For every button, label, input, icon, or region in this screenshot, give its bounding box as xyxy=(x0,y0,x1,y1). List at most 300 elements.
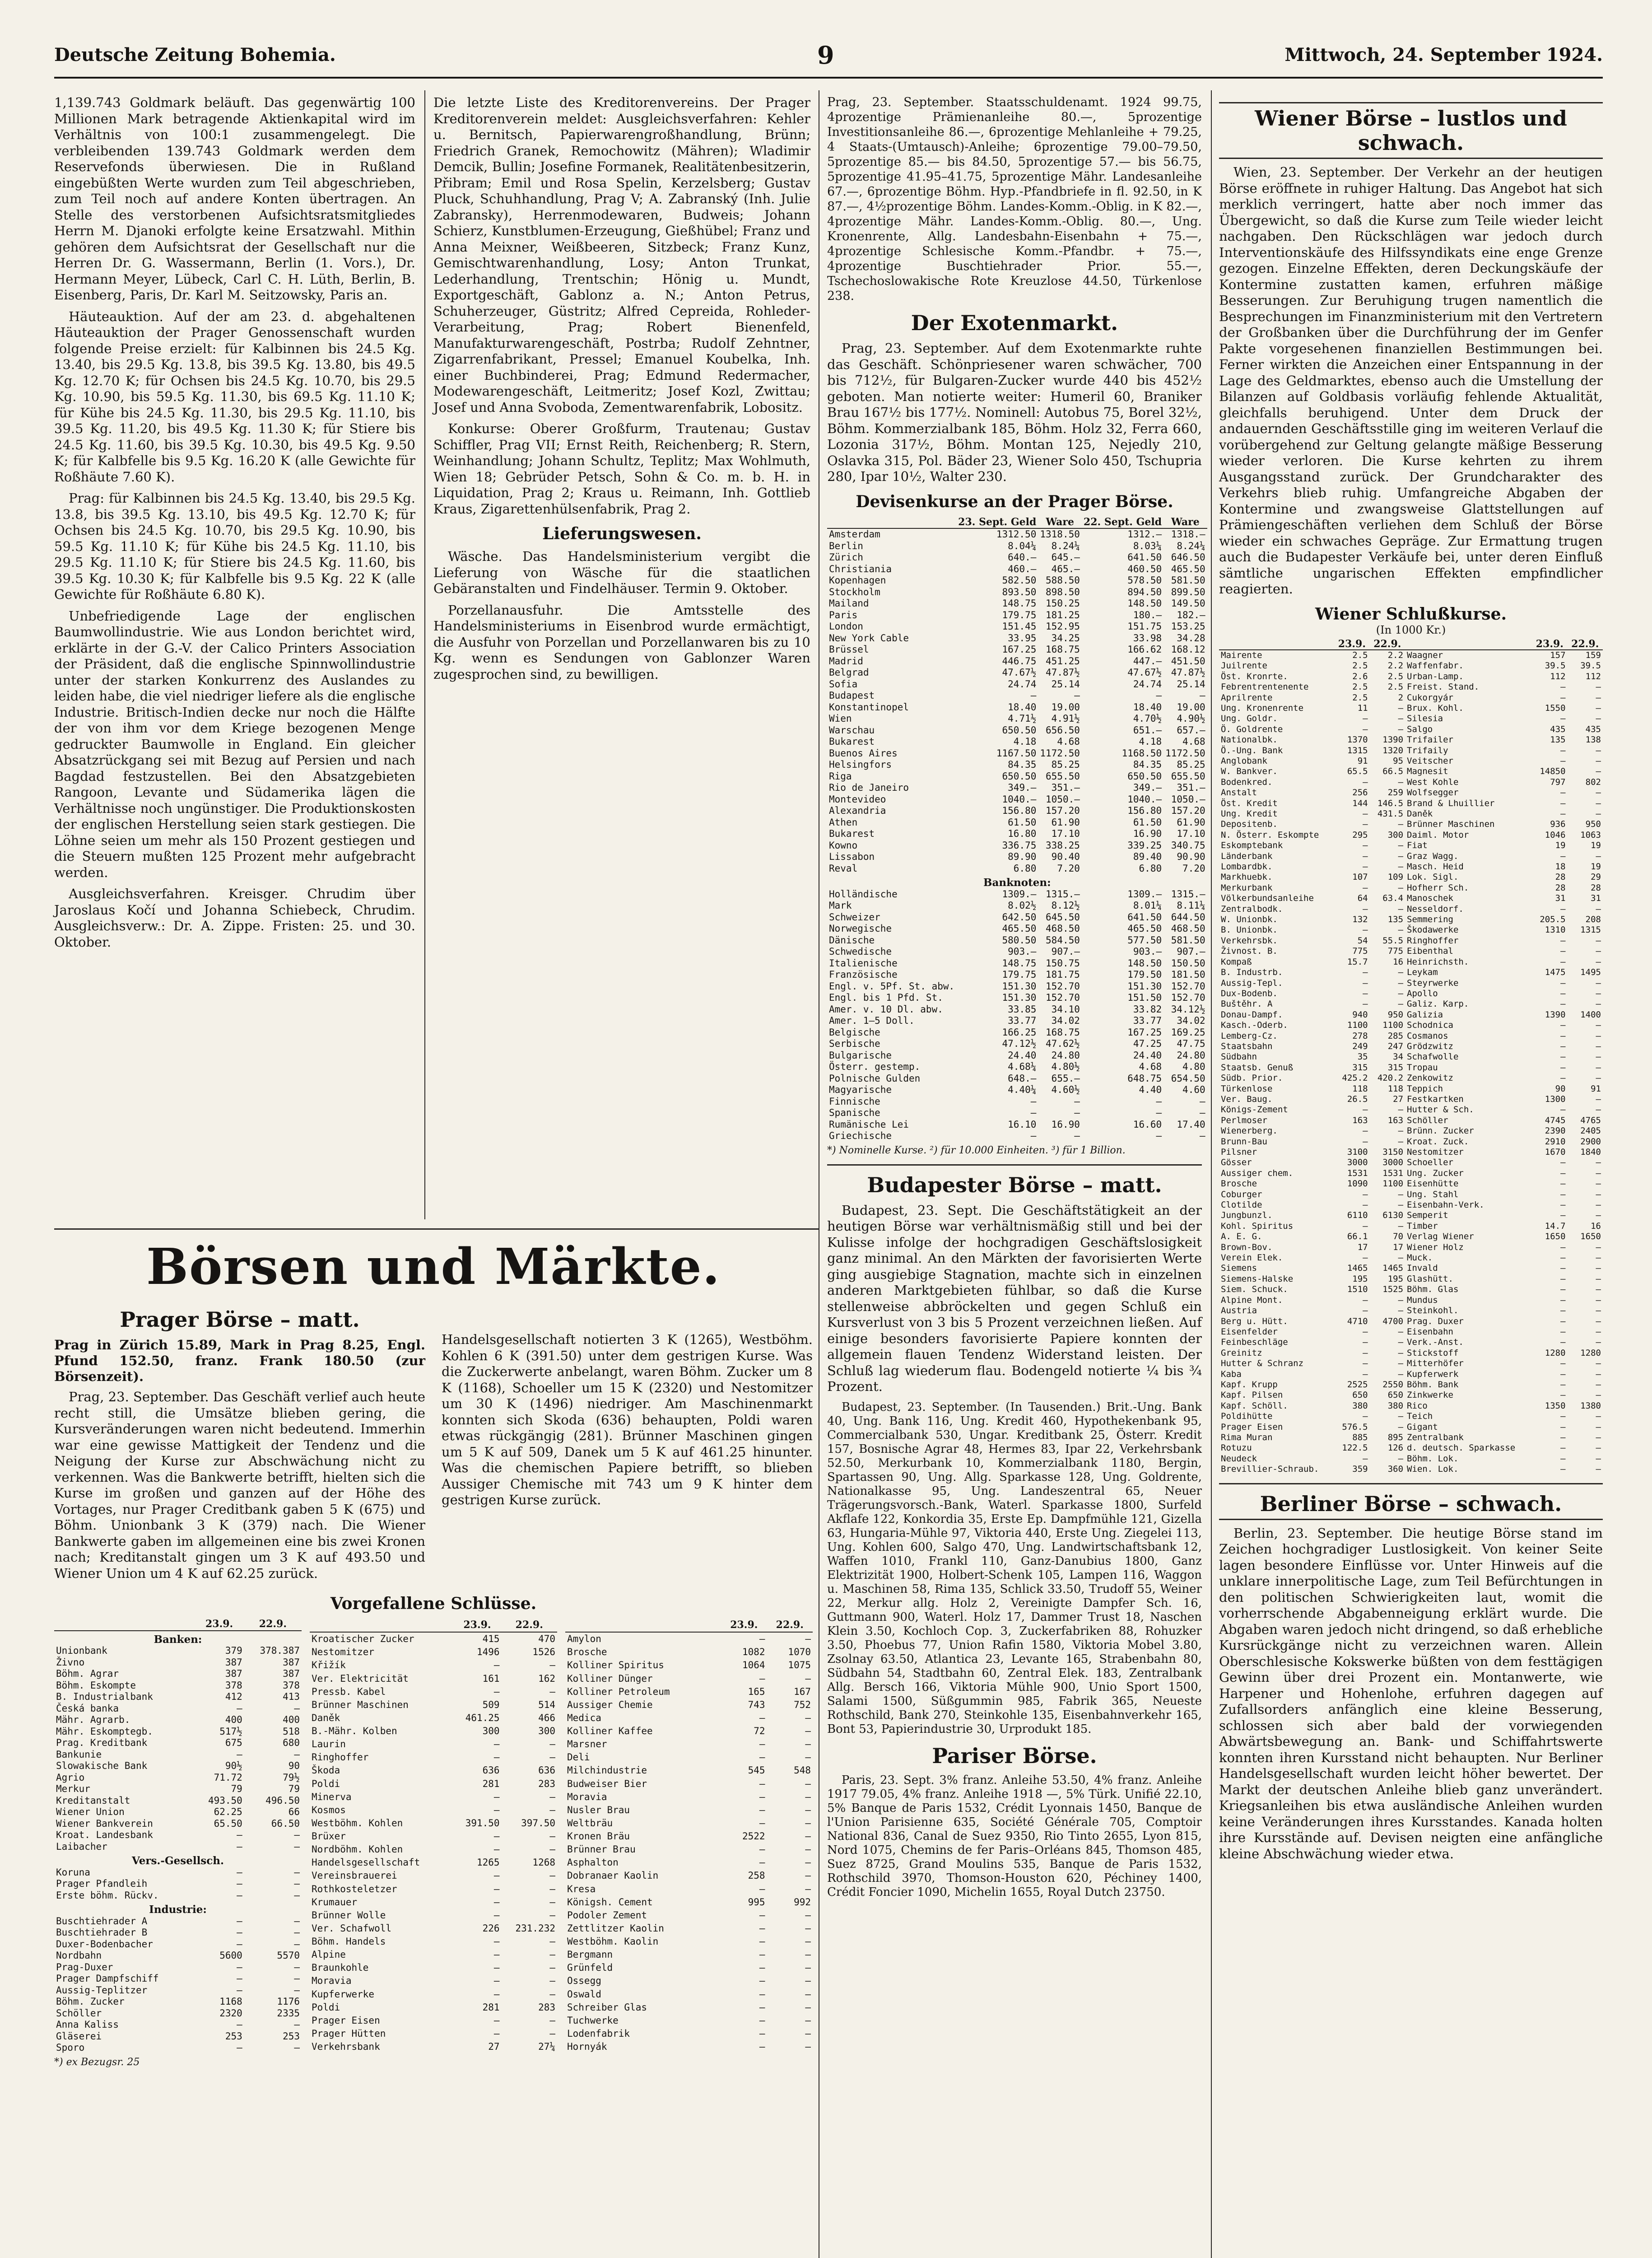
table-cell: 1510 xyxy=(1347,1284,1368,1295)
table-cell: B. Industrialbank xyxy=(56,1691,153,1702)
table-cell: — xyxy=(549,1870,555,1881)
table-cell: 33.85 xyxy=(1008,1003,1037,1015)
table-row xyxy=(827,702,1207,714)
table-cell: — xyxy=(1560,1379,1566,1390)
table-cell: 460.50 xyxy=(1127,563,1162,574)
table-cell: Kohl. Spiritus xyxy=(1221,1221,1294,1231)
table-cell: — xyxy=(493,1844,500,1855)
table-cell: Erste böhm. Rückv. xyxy=(56,1889,159,1901)
table-row xyxy=(54,1962,302,1973)
table-cell: Cukorgyár xyxy=(1407,692,1453,703)
table-cell: 431.5 xyxy=(1377,809,1404,819)
table-row xyxy=(827,828,1207,840)
table-cell: Lok. Sigl. xyxy=(1407,872,1459,882)
table-cell: — xyxy=(1596,1242,1601,1252)
table-row xyxy=(1219,883,1603,893)
table-cell: — xyxy=(1596,978,1601,988)
table-row xyxy=(1219,1179,1603,1189)
table-cell: Bergmann xyxy=(567,1949,613,1960)
table-cell: — xyxy=(1398,1295,1404,1305)
table-cell: Kroat. Zuck. xyxy=(1407,1136,1469,1147)
table-cell: — xyxy=(493,1870,500,1881)
table-cell: Živno xyxy=(56,1656,85,1668)
closing-title: Vorgefallene Schlüsse. xyxy=(330,1594,537,1613)
table-cell: 6110 xyxy=(1347,1210,1368,1221)
table-cell: 1390 xyxy=(1382,735,1404,745)
table-cell: Aprilrente xyxy=(1221,692,1273,703)
table-cell: — xyxy=(1199,1096,1205,1107)
table-cell: Prag-Duxer xyxy=(56,1961,113,1973)
table-cell: Vereinsbrauerei xyxy=(312,1870,397,1881)
table-cell: 1465 xyxy=(1347,1263,1368,1274)
table-row xyxy=(827,958,1207,970)
table-cell: Rio de Janeiro xyxy=(829,782,909,793)
table-cell: 1380 xyxy=(1580,1400,1601,1411)
table-cell: 138 xyxy=(1585,735,1601,745)
table-cell: — xyxy=(237,1829,242,1840)
table-cell: 655.— xyxy=(1051,1073,1080,1084)
table-cell: Waagner xyxy=(1407,650,1443,660)
table-row xyxy=(1219,1284,1603,1295)
table-row xyxy=(54,1950,302,1962)
table-row xyxy=(827,667,1207,679)
table-row xyxy=(54,1996,302,2008)
table-cell: Brünner Brau xyxy=(567,1844,636,1855)
table-cell: 24.40 xyxy=(1133,1050,1162,1061)
table-cell: — xyxy=(1363,1200,1368,1210)
table-cell: 166.25 xyxy=(1002,1026,1037,1038)
table-cell: — xyxy=(1030,690,1037,701)
table-cell: — xyxy=(294,1889,300,1901)
article-paragraph: Prag: für Kalbinnen bis 24.5 Kg. 13.40, bis 29.5 Kg. 13.8, bis 39.5 Kg. 13.10, bis 49.5 Kg. 12.70 K; für Ochsen bis 24.5 Kg. 10.70, bis 29.5 Kg. 10.90, bis 59.5 Kg. 11.10 K; für Kühe bis 24.5 Kg. 11.10, bis 29.5 Kg. 11.10 K; für Stiere bis 24.5 Kg. 11.60, bis 39.5 Kg. 10.30 K; für Kalbfelle bis 9.5 Kg. 22 K (alle Gewichte für Roßhäute 6.80 K). xyxy=(54,490,415,602)
table-cell: — xyxy=(1363,862,1368,872)
table-cell: Graz Wagg. xyxy=(1407,851,1459,861)
table-cell: 4745 xyxy=(1545,1115,1566,1125)
table-cell: 1176 xyxy=(277,1996,300,2007)
table-cell: — xyxy=(294,2042,300,2053)
table-cell: 72 xyxy=(754,1726,765,1737)
table-cell: Stickstoff xyxy=(1407,1348,1459,1358)
table-cell: 650.50 xyxy=(1127,770,1162,782)
article-paragraph: Budapest, 23. September. (In Tausenden.) Brit.-Ung. Bank 40, Ung. Bank 116, Ung. Kredit 460, Hypothekenbank 95, Commercialbank 530, Ungar. Kreditbank 25, Österr. Kredit 157, Bosnische Agrar 48, Hermes 83, Ipar 22, Verkehrsbank 52.50, Merkurbank 10, Kommerzialbank 1180, Bergin, Spartassen 90, Ung. Allg. Sparkasse 128, Ung. Goldrente, Nationalkasse 95, Ung. Landeszentral 65, Neuer Trägerungsvorsch.-Bank, Waterl. Sparkasse 1800, Surfeld Akflafe 122, Konkordia 35, Erste Ep. Dampfmühle 121, Gizella 63, Hungaria-Mühle 97, Viktoria 440, Erste Ung. Ziegelei 113, Ung. Kohlen 600, Salgo 470, Ung. Landwirtschaftsbank 12, Waffen 1010, Frankl 110, Ganz-Danubius 1800, Ganz Elektrizität 1900, Holbert-Schenk 105, Lampen 116, Waggon u. Maschinen 58, Rima 135, Schlick 33.50, Trudoff 55, Weiner 22, Merkur allg. Holz 2, Vereinigte Dampfer Sch. 16, Guttmann 900, Waterl. Holz 17, Dammer Trust 18, Naschen Klein 3.50, Kochloch Cop. 3, Zuckerfabriken 88, Rohuzker 3.50, Phoebus 77, Union Rafin 1580, Viktoria Mobel 3.80, Zsolnay 63.50, Atlantica 23, Levante 165, Strabenbahn 80, Südbahn 54, Stadtbahn 60, Zentral Elek. 183, Zentralbank Allg. Bersch 166, Viktoria Mühle 900, Unio Sport 1500, Salami 1500, Süßgummin 985, Fabrik 365, Neueste Rothschild, Bank 270, Steinkohle 135, Eisenbahnverkehr 165, Bont 53, Papierindustrie 30, Urprodukt 185. xyxy=(827,1400,1202,1736)
table-cell: — xyxy=(1363,1369,1368,1379)
table-cell: 47.12½ xyxy=(1002,1038,1037,1049)
table-cell: 1496 xyxy=(477,1647,500,1658)
table-cell: Banknoten: xyxy=(983,877,1051,889)
table-cell: — xyxy=(1363,1253,1368,1263)
table-cell: 24.74 xyxy=(1133,678,1162,690)
table-cell: Schöller xyxy=(1407,1115,1448,1125)
table-cell: — xyxy=(1560,1052,1566,1062)
table-cell: 435 xyxy=(1585,724,1601,734)
table-cell: 89.40 xyxy=(1133,851,1162,862)
table-row xyxy=(827,840,1207,852)
table-header-cell: 22. Sept. Geld xyxy=(1082,517,1163,529)
table-cell: 447.— xyxy=(1133,655,1162,667)
table-cell: — xyxy=(1596,1253,1601,1263)
article-paragraph: Prag, 23. September. Das Geschäft verlief auch heute recht still, die Umsätze blieben gering, die Kursveränderungen waren nicht bedeutend. Immerhin war eine gewisse Mattigkeit der Tendenz und die Neigung der Kurse zur Abschwächung nicht zu verkennen. Was die Bankwerte betrifft, hielten sich die Kurse im großen und ganzen auf der Höhe des Vortages, nur Prager Creditbank gaben 5 K (675) und Böhm. Unionbank 3 K (379) nach. Die Wiener Bankwerte gaben im allgemeinen eine bis zwei Kronen nach; Kreditanstalt gingen um 3 K auf 493.50 und Wiener Union um 4 K auf 62.25 zurück. xyxy=(54,1389,425,1581)
table-row xyxy=(1219,1147,1603,1157)
table-row xyxy=(1219,693,1603,703)
table-cell: 182.— xyxy=(1177,609,1205,620)
table-cell: — xyxy=(1363,925,1368,935)
table-row xyxy=(54,2031,302,2043)
table-cell: 14850 xyxy=(1540,766,1566,777)
table-cell: — xyxy=(1596,988,1601,998)
table-row xyxy=(310,2014,557,2027)
table-cell: — xyxy=(805,2041,811,2053)
table-cell: — xyxy=(1398,1189,1404,1199)
table-row xyxy=(1219,1443,1603,1453)
table-cell: — xyxy=(1398,714,1404,724)
table-cell: 17.10 xyxy=(1051,828,1080,839)
table-cell: 1465 xyxy=(1382,1263,1404,1274)
table-cell: Buštěhr. A xyxy=(1221,999,1273,1009)
table-cell: 4.68 xyxy=(1057,736,1080,747)
table-row xyxy=(310,1988,557,2001)
table-cell: 1172.50 xyxy=(1040,747,1080,759)
table-cell: 581.50 xyxy=(1171,575,1205,586)
table-cell: 1050.— xyxy=(1171,793,1205,805)
table-cell: Urban-Lamp. xyxy=(1407,671,1464,681)
table-cell: Handelsgesellschaft xyxy=(312,1857,420,1868)
table-cell: 1168.50 xyxy=(1121,747,1162,759)
table-cell: — xyxy=(1363,1326,1368,1337)
table-row xyxy=(827,748,1207,760)
table-cell: Berg u. Hütt. xyxy=(1221,1316,1288,1326)
table-row xyxy=(565,1791,813,1804)
table-cell: 181.50 xyxy=(1171,969,1205,980)
table-cell: Schreiber Glas xyxy=(567,2001,647,2013)
table-cell: Duxer-Bodenbacher xyxy=(56,1938,153,1950)
table-cell: Neudeck xyxy=(1221,1453,1257,1464)
table-cell: — xyxy=(1596,1020,1601,1031)
table-cell: — xyxy=(1560,1411,1566,1422)
table-cell: Živnost. B. xyxy=(1221,946,1278,956)
table-row xyxy=(1219,1369,1603,1380)
table-cell: 165 xyxy=(748,1686,765,1697)
table-cell: 17.40 xyxy=(1177,1119,1205,1130)
table-cell: — xyxy=(1560,1020,1566,1031)
table-cell: 66.5 xyxy=(1382,766,1404,777)
table-cell: — xyxy=(1363,1295,1368,1305)
table-cell: — xyxy=(1596,1422,1601,1432)
table-cell: 775 xyxy=(1352,946,1368,956)
table-cell: Warschau xyxy=(829,724,875,736)
table-cell: — xyxy=(493,1988,500,2000)
table-cell: 6.80 xyxy=(1013,863,1037,874)
table-cell: 151.30 xyxy=(1002,992,1037,1003)
table-cell: — xyxy=(805,2001,811,2013)
table-row xyxy=(827,794,1207,806)
table-cell: Aussiger chem. xyxy=(1221,1168,1294,1178)
table-cell: Prager Dampfschiff xyxy=(56,1973,159,1984)
table-cell: 24.80 xyxy=(1177,1050,1205,1061)
table-cell: 152.70 xyxy=(1171,992,1205,1003)
table-cell: Veitscher xyxy=(1407,756,1453,766)
table-cell: Schöller xyxy=(56,2007,102,2019)
table-cell: — xyxy=(1363,1126,1368,1136)
table-cell: Austria xyxy=(1221,1306,1257,1316)
table-row xyxy=(827,1004,1207,1016)
boersen-title: Börsen und Märkte. xyxy=(146,1237,721,1296)
table-cell: 400 xyxy=(283,1714,300,1725)
table-cell: 231.232 xyxy=(515,1922,555,1934)
table-cell: 496.50 xyxy=(265,1795,300,1806)
table-cell: — xyxy=(549,1804,555,1815)
table-cell: — xyxy=(1560,1316,1566,1326)
table-row xyxy=(1219,946,1603,956)
table-cell: Mähr. Eskomptegb. xyxy=(56,1726,153,1737)
table-cell: Laurin xyxy=(312,1739,346,1750)
table-cell: Holländische xyxy=(829,888,898,900)
table-cell: 1046 xyxy=(1545,830,1566,840)
table-row xyxy=(1219,1306,1603,1316)
table-cell: 650.50 xyxy=(1002,770,1037,782)
table-cell: — xyxy=(1363,1348,1368,1358)
table-cell: — xyxy=(294,1703,300,1714)
table-cell: Brünner Maschinen xyxy=(1407,819,1495,830)
table-row xyxy=(827,1061,1207,1073)
table-cell: — xyxy=(1560,1369,1566,1379)
table-row xyxy=(565,1712,813,1725)
table-cell: — xyxy=(294,1915,300,1927)
table-cell: N. Österr. Eskompte xyxy=(1221,830,1319,840)
table-cell: 4.68 xyxy=(1182,736,1205,747)
table-cell: 775 xyxy=(1387,946,1404,956)
table-cell: Westböhm. Kaolin xyxy=(567,1936,659,1947)
table-cell: — xyxy=(237,1927,242,1938)
table-header-cell xyxy=(565,1619,721,1632)
table-cell: 315 xyxy=(1352,1062,1368,1073)
table-row xyxy=(1219,1422,1603,1432)
table-row xyxy=(1219,1105,1603,1115)
table-cell: Verkehrsbank xyxy=(312,2041,380,2053)
table-cell: Moravia xyxy=(312,1975,352,1987)
table-cell: Kosmos xyxy=(312,1804,346,1815)
table-cell: — xyxy=(1596,809,1601,819)
table-cell: 1309.— xyxy=(1002,888,1037,900)
table-cell: Grünfeld xyxy=(567,1962,613,1973)
table-cell: — xyxy=(759,2001,765,2013)
article-paragraph: Konkurse: Oberer Großfurm, Trautenau; Gustav Schiffler, Prag VII; Ernst Reith, Reichenberg; R. Stern, Weinhandlung; Johann Schultz, Teplitz; Max Wohlmuth, Wien 18; Gebrüder Petsch, Sohn & Co. m. b. H. in Liquidation, Prag 2; Kraus u. Reimann, Inh. Gottlieb Kraus, Zigarettenhülsenfabrik, Prag 2. xyxy=(433,421,810,517)
table-cell: 27 xyxy=(1393,1094,1404,1104)
table-cell: 157.20 xyxy=(1046,805,1080,816)
table-cell: — xyxy=(1560,1464,1566,1474)
article-paragraph: 1,139.743 Goldmark beläuft. Das gegenwärtig 100 Millionen Mark betragende Aktienkapital wird im Verhältnis von 100:1 zusammengelegt. Die verbleibenden 139.743 Goldmark werden dem Reservefonds überwiesen. Die in Rußland eingebüßten Werte wurden zum Teil abgeschrieben, zum Teil noch auf andere Konten übertragen. An Stelle des verstorbenen Aufsichtsratsmitgliedes Herrn M. Djanoki erfolgte keine Ersatzwahl. Mithin gehören dem Aufsichtsrat der Gesellschaft nur die Herren Dr. G. Wassermann, Berlin (1. Vors.), Dr. Hermann Meyer, Lübeck, Carl C. H. Lüth, Berlin, B. Eisenberg, Paris, Dr. Karl M. Seitzowsky, Paris an. xyxy=(54,95,415,303)
table-cell: 349.— xyxy=(1008,782,1037,793)
table-cell: 4700 xyxy=(1382,1316,1404,1326)
table-cell: Křižík xyxy=(312,1660,346,1671)
table-cell: 1309.— xyxy=(1127,888,1162,900)
table-cell: — xyxy=(759,1752,765,1763)
table-cell: 27 xyxy=(488,2041,500,2053)
table-cell: 1350 xyxy=(1545,1400,1566,1411)
table-row xyxy=(827,805,1207,817)
table-cell: Semmering xyxy=(1407,914,1453,925)
table-cell: 151.30 xyxy=(1127,980,1162,992)
table-cell: — xyxy=(1596,1337,1601,1348)
table-cell: 152.70 xyxy=(1046,992,1080,1003)
table-cell: 15.7 xyxy=(1347,956,1368,967)
table-cell: 281 xyxy=(482,1778,500,1789)
table-cell: Brux. Kohl. xyxy=(1407,703,1464,713)
table-cell: 300 xyxy=(482,1726,500,1737)
table-cell: — xyxy=(549,1752,555,1763)
table-cell: Anstalt xyxy=(1221,788,1257,798)
table-row xyxy=(1219,661,1603,671)
table-cell: 680 xyxy=(283,1737,300,1748)
table-cell: 3100 xyxy=(1347,1147,1368,1157)
table-cell: Ver. Baug. xyxy=(1221,1094,1273,1104)
table-cell: — xyxy=(1560,1326,1566,1337)
table-cell: 351.— xyxy=(1177,782,1205,793)
table-cell: 150.50 xyxy=(1171,957,1205,969)
table-cell: 33.98 xyxy=(1133,632,1162,644)
table-cell: Deli xyxy=(567,1752,590,1763)
table-row xyxy=(54,1703,302,1715)
table-cell: Ung. Zucker xyxy=(1407,1168,1464,1178)
table-cell: 1315.— xyxy=(1046,888,1080,900)
table-row xyxy=(1219,872,1603,882)
table-cell: 66 xyxy=(288,1806,300,1817)
table-cell: Agrio xyxy=(56,1772,85,1783)
table-row xyxy=(310,1632,557,1646)
table-cell: 517½ xyxy=(219,1726,242,1737)
table-cell: 285 xyxy=(1387,1031,1404,1041)
table-cell: 167.25 xyxy=(1002,644,1037,655)
table-cell: 179.50 xyxy=(1127,969,1162,980)
table-cell: 339.25 xyxy=(1127,840,1162,851)
table-header-cell: 23.9. xyxy=(1334,639,1369,650)
table-cell: B.-Mähr. Kolben xyxy=(312,1726,397,1737)
table-row xyxy=(827,1015,1207,1027)
table-row xyxy=(310,1712,557,1725)
table-cell: — xyxy=(1398,1422,1404,1432)
table-header-cell xyxy=(827,517,956,529)
table-cell: Zürich xyxy=(829,552,863,563)
table-cell: — xyxy=(1596,1031,1601,1041)
table-cell: — xyxy=(805,1883,811,1894)
table-cell: 950 xyxy=(1387,1009,1404,1020)
table-cell: Mundus xyxy=(1407,1295,1438,1305)
table-row xyxy=(827,713,1207,725)
table-cell: 648.— xyxy=(1008,1073,1037,1084)
table-cell: 151.30 xyxy=(1002,980,1037,992)
article-paragraph: Unbefriedigende Lage der englischen Baumwollindustrie. Wie aus London berichtet wird, erklärte in der G.-V. der Calico Printers Association der Präsident, daß die englische Spinnwollindustrie unter der starken Konkurrenz des Auslandes zu leiden habe, die viel niedriger liefere als die englische Industrie. Britisch-Indien decke nur noch die Hälfte der von ihm vor dem Kriege bezogenen Menge gedruckter Baumwolle in England. Ein gleicher Absatzrückgang sei mit Bezug auf Persien und nach Bagdad festzustellen. Bei den Absatzgebieten Rangoon, Levante und Südamerika lägen die Verhältnisse noch ungünstiger. Die Produktionskosten der englischen Herstellung seien stark gestiegen. Die Löhne seien um mehr als 150 Prozent gestiegen und die Steuern mußten 125 Prozent mehr aufgebracht werden. xyxy=(54,608,415,880)
header-date: Mittwoch, 24. September 1924. xyxy=(1284,44,1603,65)
table-cell: — xyxy=(1596,1358,1601,1369)
table-cell: — xyxy=(493,2015,500,2026)
table-row xyxy=(54,1668,302,1680)
table-cell: Kapf. Pilsen xyxy=(1221,1390,1283,1400)
table-row xyxy=(1219,777,1603,788)
table-cell: 35 xyxy=(1357,1052,1368,1062)
table-cell: 465.50 xyxy=(1171,563,1205,574)
table-cell: 1390 xyxy=(1545,1009,1566,1020)
table-cell: — xyxy=(1398,1358,1404,1369)
table-cell: Kolliner Kaffee xyxy=(567,1726,653,1737)
table-cell: B. Industrb. xyxy=(1221,967,1283,978)
table-row xyxy=(827,900,1207,912)
table-cell: 148.75 xyxy=(1002,957,1037,969)
table-cell: 91 xyxy=(1357,756,1368,766)
right-column-2 xyxy=(1219,95,1603,2258)
table-cell: 18.40 xyxy=(1008,701,1037,713)
table-row xyxy=(827,633,1207,644)
table-cell: 797 xyxy=(1550,777,1566,787)
table-cell: 135 xyxy=(1550,735,1566,745)
table-row xyxy=(54,1772,302,1784)
table-row xyxy=(827,679,1207,690)
table-cell: 1475 xyxy=(1545,967,1566,978)
table-cell: 359 xyxy=(1352,1464,1368,1474)
divider xyxy=(1219,1483,1603,1484)
table-cell: Steinkohl. xyxy=(1407,1306,1459,1316)
table-row xyxy=(827,771,1207,783)
table-row xyxy=(54,1916,302,1927)
table-row xyxy=(310,2027,557,2040)
table-cell: — xyxy=(1596,1443,1601,1453)
table-cell: Aussiger Chemie xyxy=(567,1699,653,1710)
table-cell: Depositenb. xyxy=(1221,819,1278,830)
table-cell: — xyxy=(1596,935,1601,946)
table-cell: 90.40 xyxy=(1051,851,1080,862)
table-cell: 34.10 xyxy=(1051,1003,1080,1015)
table-cell: — xyxy=(1560,1453,1566,1464)
table-cell: Apollo xyxy=(1407,988,1438,998)
table-cell: — xyxy=(493,1804,500,1815)
table-cell: 582.50 xyxy=(1002,575,1037,586)
table-cell: 4.40¼ xyxy=(1008,1084,1037,1095)
table-row xyxy=(310,1896,557,1909)
table-row xyxy=(54,1795,302,1807)
table-cell: Schwedische xyxy=(829,946,892,957)
table-row xyxy=(827,644,1207,656)
table-cell: 156.80 xyxy=(1002,805,1037,816)
table-cell: 1312.50 xyxy=(996,529,1037,540)
table-cell: 940 xyxy=(1352,1009,1368,1020)
table-cell: 47.87½ xyxy=(1171,667,1205,678)
table-cell: 34.28 xyxy=(1177,632,1205,644)
table-cell: 4.71½ xyxy=(1008,713,1037,724)
table-row xyxy=(1219,1401,1603,1411)
table-cell: Ringhoffer xyxy=(312,1752,369,1763)
table-cell: — xyxy=(1560,756,1566,766)
table-cell: 4.60½ xyxy=(1051,1084,1080,1095)
table-cell: — xyxy=(805,1804,811,1815)
table-cell: Podoler Zement xyxy=(567,1909,647,1921)
table-cell: 1082 xyxy=(742,1647,765,1658)
table-cell: — xyxy=(805,1778,811,1789)
table-cell: Budweiser Bier xyxy=(567,1778,647,1789)
table-cell: 109 xyxy=(1387,872,1404,882)
prag-subtitle: Prag in Zürich 15.89, Mark in Prag 8.25, Engl. Pfund 152.50, franz. Frank 180.50 (zur Börsenzeit). xyxy=(54,1337,425,1384)
table-row xyxy=(54,1901,302,1916)
table-cell: 63.4 xyxy=(1382,893,1404,904)
table-cell: 19 xyxy=(1591,840,1601,851)
table-cell: 4710 xyxy=(1347,1316,1368,1326)
table-cell: — xyxy=(1560,1337,1566,1348)
table-cell: 70 xyxy=(1393,1232,1404,1242)
table-cell: 650 xyxy=(1387,1390,1404,1400)
table-cell: Weltbräu xyxy=(567,1817,613,1829)
right-column-1 xyxy=(827,95,1205,2258)
table-cell: — xyxy=(805,1857,811,1868)
table-cell: 24.40 xyxy=(1008,1050,1037,1061)
table-row xyxy=(54,1852,302,1867)
table-cell: 2335 xyxy=(277,2007,300,2019)
